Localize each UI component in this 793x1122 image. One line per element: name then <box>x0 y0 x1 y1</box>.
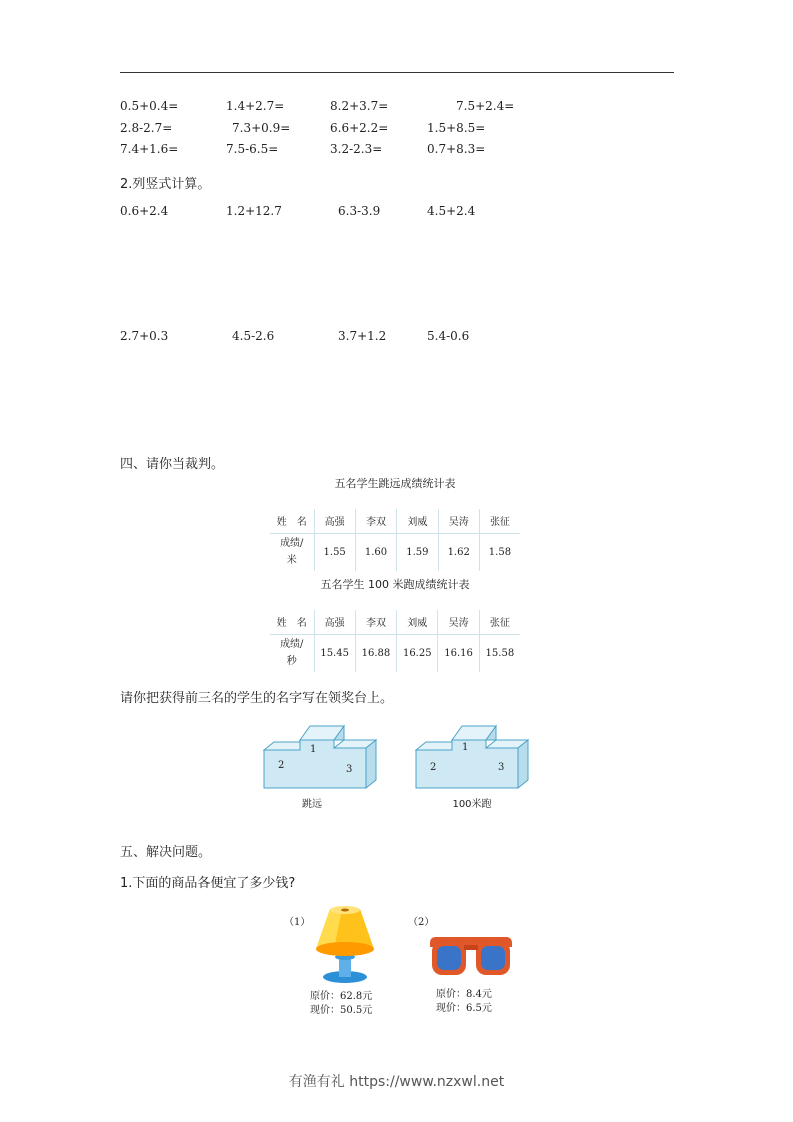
podium-caption: 跳远 <box>302 799 322 810</box>
student-name: 张征 <box>479 509 520 533</box>
vertical-expr: 4.5+2.4 <box>427 204 476 218</box>
lamp-price <box>310 990 372 1018</box>
table-2-caption: 五名学生 100 米跑成绩统计表 <box>320 578 470 591</box>
podium-second: 2 <box>278 760 285 771</box>
podium-first: 1 <box>310 744 317 755</box>
podium-second: 2 <box>430 762 437 773</box>
sprint-table <box>270 610 520 672</box>
item-label: （2） <box>408 917 435 928</box>
table-header-label: 姓 名 <box>270 509 314 533</box>
podium-caption: 100米跑 <box>452 799 492 810</box>
student-name: 刘威 <box>397 509 438 533</box>
oral-expr: 7.3+0.9= <box>232 121 291 135</box>
vertical-expr: 2.7+0.3 <box>120 329 169 343</box>
score-cell: 15.58 <box>479 634 520 672</box>
score-cell: 15.45 <box>314 634 355 672</box>
value-label-line-2: 米 <box>286 555 297 567</box>
item-label: （1） <box>284 917 311 928</box>
current-price: 现价：50.5元 <box>310 1005 373 1016</box>
lamp-icon <box>312 905 378 985</box>
vertical-expr: 5.4-0.6 <box>427 329 470 343</box>
header-rule <box>120 72 674 73</box>
student-name: 高强 <box>314 509 355 533</box>
oral-expr: 3.2-2.3= <box>330 142 383 156</box>
podium-third: 3 <box>346 764 353 775</box>
podium-icon <box>262 720 380 792</box>
student-name: 张征 <box>479 610 520 634</box>
long-jump-table <box>270 509 520 571</box>
score-cell: 1.62 <box>438 533 479 571</box>
student-name: 李双 <box>355 509 396 533</box>
table-header-label: 姓 名 <box>270 610 314 634</box>
vertical-expr: 4.5-2.6 <box>232 329 275 343</box>
value-label-line-2: 秒 <box>286 656 297 668</box>
oral-expr: 2.8-2.7= <box>120 121 173 135</box>
vertical-calc-title: 2.列竖式计算。 <box>120 177 211 192</box>
score-cell: 16.25 <box>397 634 438 672</box>
value-label <box>270 634 314 672</box>
oral-expr: 1.5+8.5= <box>427 121 486 135</box>
vertical-expr: 0.6+2.4 <box>120 204 169 218</box>
vertical-expr: 6.3-3.9 <box>338 204 381 218</box>
podium-first: 1 <box>462 742 469 753</box>
student-name: 吴涛 <box>438 610 479 634</box>
podium-instruction: 请你把获得前三名的学生的名字写在领奖台上。 <box>120 691 394 706</box>
oral-expr: 7.5-6.5= <box>226 142 279 156</box>
original-price: 原价：62.8元 <box>310 991 373 1002</box>
oral-expr: 7.4+1.6= <box>120 142 179 156</box>
current-price: 现价：6.5元 <box>436 1003 492 1014</box>
podium-sprint <box>414 720 532 792</box>
score-cell: 1.59 <box>397 533 438 571</box>
footer-watermark: 有渔有礼 https://www.nzxwl.net <box>288 1074 505 1090</box>
score-cell: 1.58 <box>479 533 520 571</box>
oral-expr: 7.5+2.4= <box>456 99 515 113</box>
section-5-title: 五、解决问题。 <box>120 845 212 860</box>
value-label-line-1: 成绩/ <box>280 639 304 651</box>
section-4-title: 四、请你当裁判。 <box>120 457 225 472</box>
table-1-caption: 五名学生跳远成绩统计表 <box>334 477 456 490</box>
glasses-price <box>436 988 492 1016</box>
score-cell: 1.60 <box>355 533 396 571</box>
oral-expr: 0.5+0.4= <box>120 99 179 113</box>
original-price: 原价：8.4元 <box>436 989 492 1000</box>
score-cell: 1.55 <box>314 533 355 571</box>
question-1: 1.下面的商品各便宜了多少钱? <box>120 876 296 891</box>
value-label <box>270 533 314 571</box>
podium-long-jump <box>262 720 380 792</box>
student-name: 刘威 <box>397 610 438 634</box>
student-name: 高强 <box>314 610 355 634</box>
oral-expr: 1.4+2.7= <box>226 99 285 113</box>
oral-expr: 6.6+2.2= <box>330 121 389 135</box>
value-label-line-1: 成绩/ <box>280 538 304 550</box>
vertical-expr: 1.2+12.7 <box>226 204 282 218</box>
student-name: 李双 <box>355 610 396 634</box>
vertical-expr: 3.7+1.2 <box>338 329 387 343</box>
oral-expr: 0.7+8.3= <box>427 142 486 156</box>
podium-third: 3 <box>498 762 505 773</box>
podium-icon <box>414 720 532 792</box>
oral-expr: 8.2+3.7= <box>330 99 389 113</box>
score-cell: 16.16 <box>438 634 479 672</box>
glasses-icon <box>428 933 514 979</box>
score-cell: 16.88 <box>355 634 396 672</box>
student-name: 吴涛 <box>438 509 479 533</box>
